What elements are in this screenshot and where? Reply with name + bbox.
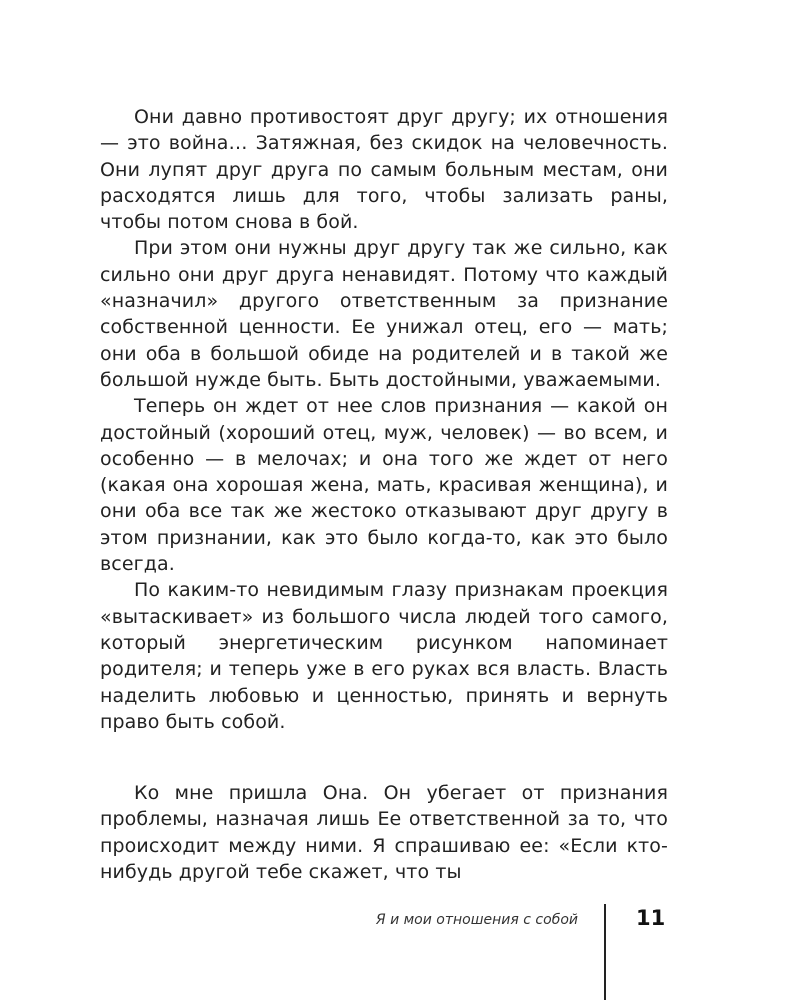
paragraph-4: По каким-то невидимым глазу признакам проекция «вытаскивает» из большого числа людей того самого, который энергетическим рисунком напоминает родителя; и теперь уже в его руках вся власть. Власть наделить любовью и ценностью, принять и вернуть право быть собой. [100, 579, 668, 733]
page-number: 11 [636, 906, 666, 930]
paragraph-2: При этом они нужны друг другу так же сильно, как сильно они друг друга ненавидят. Потому что каждый «назначил» другого ответственным за признание собственной ценности. Ее унижал отец, его — мать; они оба в большой обиде на родителей и в такой же большой нужде быть. Быть достойными, уважаемыми. [100, 237, 668, 391]
running-title: Я и мои отношения с собой [375, 912, 578, 928]
paragraph-5: Ко мне пришла Она. Он убегает от признания проблемы, назначая лишь Ее ответственной за то, что происходит между ними. Я спрашиваю ее: «Если кто-нибудь другой тебе скажет, что ты [100, 782, 668, 883]
main-text-block [100, 104, 668, 735]
paragraph-1: Они давно противостоят друг другу; их отношения — это война… Затяжная, без скидок на человечность. Они лупят друг друга по самым больным местам, они расходятся лишь для того, чтобы зализать раны, чтобы потом снова в бой. [100, 106, 668, 234]
tail-text-block [100, 780, 668, 885]
footer-divider [604, 904, 606, 1000]
paragraph-3: Теперь он ждет от нее слов признания — какой он достойный (хороший отец, муж, человек) — во всем, и особенно — в мелочах; и она того же ждет от него (какая она хорошая жена, мать, красивая женщина), и они оба все так же жестоко отказывают друг другу в этом признании, как это было когда-то, как это было всегда. [100, 395, 668, 576]
